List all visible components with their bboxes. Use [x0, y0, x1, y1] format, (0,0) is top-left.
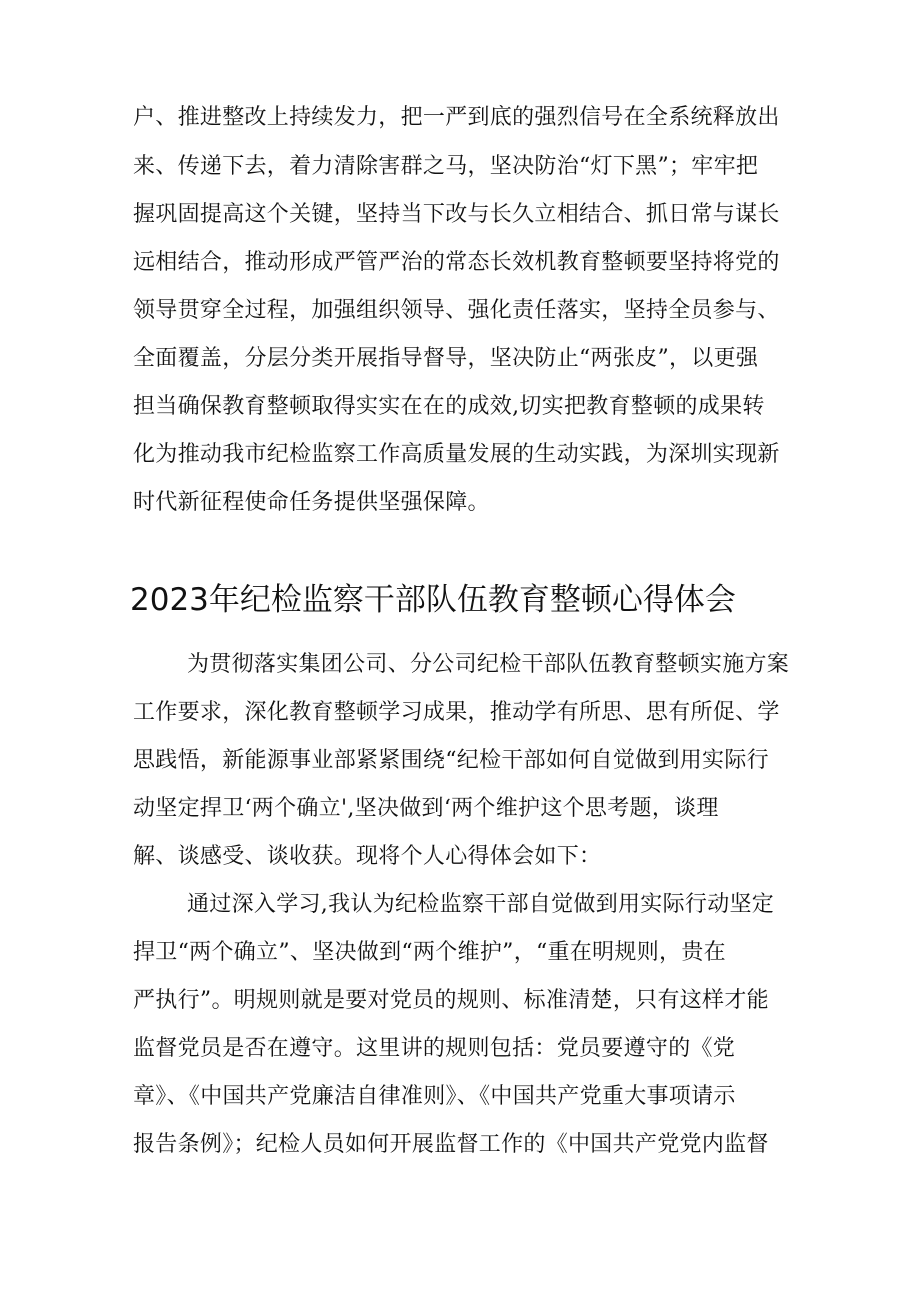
paragraph-line: 领导贯穿全过程，加强组织领导、强化责任落实，坚持全员参与、: [133, 298, 780, 323]
paragraph-line: 全面覆盖，分层分类开展指导督导，坚决防止“两张皮”，以更强: [133, 346, 759, 371]
paragraph-line: 担当确保教育整顿取得实实在在的成效,切实把教育整顿的成果转: [133, 394, 765, 419]
paragraph-line: 报告条例》；纪检人员如何开展监督工作的《中国共产党党内监督: [133, 1132, 769, 1157]
paragraph-line: 远相结合，推动形成严管严治的常态长效机教育整顿要坚持将党的: [133, 250, 780, 275]
document-heading: 2023年纪检监察干部队伍教育整顿心得体会: [130, 582, 736, 618]
paragraph-line: 通过深入学习,我认为纪检监察干部自觉做到用实际行动坚定: [187, 892, 775, 917]
paragraph-line: 动坚定捍卫‘两个确立',坚决做到‘两个维护这个思考题，谈理: [133, 796, 719, 821]
paragraph-line: 握巩固提高这个关键，坚持当下改与长久立相结合、抓日常与谋长: [133, 202, 780, 227]
paragraph-line: 时代新征程使命任务提供坚强保障。: [133, 490, 490, 515]
paragraph-line: 户、推进整改上持续发力，把一严到底的强烈信号在全系统释放出: [133, 105, 780, 130]
paragraph-line: 思践悟，新能源事业部紧紧围绕“纪检干部如何自觉做到用实际行: [133, 748, 769, 773]
paragraph-line: 章》、《中国共产党廉洁自律准则》、《中国共产党重大事项请示: [133, 1084, 736, 1109]
paragraph-line: 为贯彻落实集团公司、分公司纪检干部队伍教育整顿实施方案: [187, 652, 790, 677]
paragraph-line: 解、谈感受、谈收获。现将个人心得体会如下：: [133, 844, 602, 869]
paragraph-line: 化为推动我市纪检监察工作高质量发展的生动实践，为深圳实现新: [133, 442, 780, 467]
paragraph-line: 严执行”。明规则就是要对党员的规则、标准清楚，只有这样才能: [133, 988, 769, 1013]
paragraph-line: 来、传递下去，着力清除害群之马，坚决防治“灯下黑”；牢牢把: [133, 154, 759, 179]
paragraph-line: 监督党员是否在遵守。这里讲的规则包括：党员要遵守的《党: [133, 1036, 736, 1061]
paragraph-line: 工作要求，深化教育整顿学习成果，推动学有所思、思有所促、学: [133, 700, 780, 725]
paragraph-line: 捍卫“两个确立”、坚决做到“两个维护”，“重在明规则，贵在: [133, 940, 726, 965]
